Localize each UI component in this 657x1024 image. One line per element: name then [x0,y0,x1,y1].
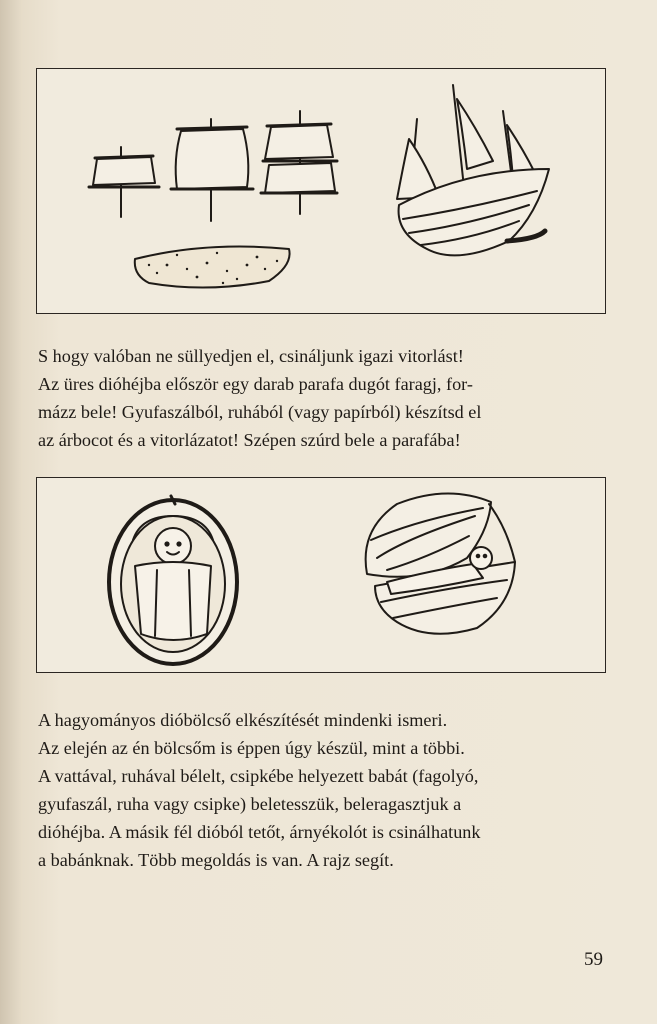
cradle-illustration-frame [36,477,606,673]
paragraph-cradle [38,706,610,874]
cork-base-icon [135,247,290,288]
mast-small-icon [89,147,159,217]
walnut-cradle-roof-icon [366,493,515,633]
walnut-cradle-baby-icon [109,496,237,664]
text-line: S hogy valóban ne süllyedjen el, csináljunk igazi vitorlást! [38,346,464,366]
text-line: Az elején az én bölcsőm is éppen úgy készül, mint a többi. [38,738,465,758]
cradle-illustration [37,478,605,672]
text-line: Az üres dióhéjba először egy darab parafa dugót faragj, for- [38,374,473,394]
text-line: gyufaszál, ruha vagy csipke) beletesszük, beleragasztjuk a [38,794,462,814]
paragraph-sailboat [38,342,610,454]
walnut-sailboat-icon [397,85,549,255]
text-line: a babánknak. Több megoldás is van. A rajz segít. [38,850,394,870]
text-line: A hagyományos dióbölcső elkészítését mindenki ismeri. [38,710,448,730]
text-line: az árbocot és a vitorlázatot! Szépen szúrd bele a parafába! [38,430,461,450]
page-number: 59 [584,949,603,970]
mast-square-sail-icon [171,119,253,221]
sailboat-illustration [37,69,605,313]
sailboat-illustration-frame [36,68,606,314]
text-line: A vattával, ruhával bélelt, csipkébe helyezett babát (fagolyó, [38,766,479,786]
text-line: dióhéjba. A másik fél dióból tetőt, árnyékolót is csinálhatunk [38,822,481,842]
text-line: mázz bele! Gyufaszálból, ruhából (vagy papírból) készítsd el [38,402,482,422]
mast-two-sails-icon [261,111,337,214]
